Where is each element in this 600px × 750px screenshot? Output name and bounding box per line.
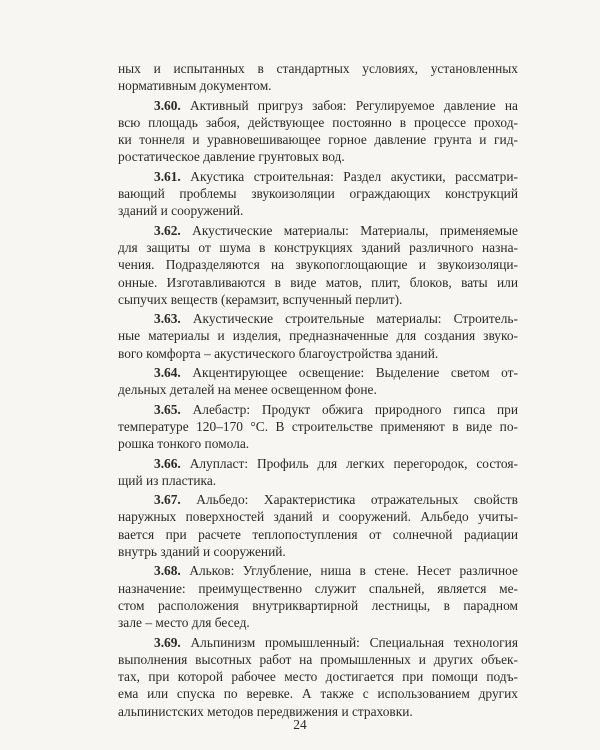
- text-line: ки тоннеля и уравновешивающее горное давление грунта и гид-: [118, 132, 518, 148]
- text-line: щий из пластика.: [118, 472, 217, 488]
- glossary-entry-3-60: [118, 97, 518, 166]
- glossary-entry-3-66: [118, 455, 518, 490]
- continuation-paragraph: [118, 60, 518, 95]
- entry-first-line: [118, 562, 518, 579]
- text-line: чения. Подразделяются на звукопоглощающие и звукоизоляци-: [118, 257, 518, 273]
- text-line: альпинистских методов передвижения и страховки.: [118, 703, 413, 719]
- text-line: Алупласт: Профиль для легких перегородок, состоя-: [189, 455, 518, 471]
- text-line: дельных деталей на менее освещенном фоне.: [118, 382, 377, 398]
- text-line: нормативным документом.: [118, 78, 272, 94]
- entry-number: 3.67.: [154, 492, 181, 508]
- text-line: всю площадь забоя, действующее постоянно в процессе проход-: [118, 114, 518, 130]
- glossary-entry-3-62: [118, 222, 518, 308]
- text-line: сыпучих веществ (керамзит, вспученный перлит).: [118, 291, 403, 307]
- entry-first-line: [118, 634, 518, 651]
- entry-number: 3.61.: [154, 168, 181, 184]
- text-line: онные. Изготавливаются в виде матов, плит, блоков, ваты или: [118, 274, 518, 290]
- glossary-entry-3-67: [118, 491, 518, 560]
- text-line: вается при расчете теплопоступления от солнечной радиации: [118, 526, 518, 542]
- text-line: Акцентирующее освещение: Выделение светом от-: [192, 365, 518, 381]
- text-line: зале – место для бесед.: [118, 615, 250, 631]
- text-line: ные материалы и изделия, предназначенные для создания звуко-: [118, 328, 518, 344]
- text-line: наружных поверхностей зданий и сооружений. Альбедо учиты-: [118, 509, 518, 525]
- page-number: 24: [293, 717, 307, 732]
- glossary-entry-3-63: [118, 310, 518, 362]
- text-line: выполнения высотных работ на промышленных и других объек-: [118, 651, 518, 667]
- entry-number: 3.65.: [154, 401, 181, 417]
- entry-first-line: [118, 168, 518, 185]
- glossary-entry-3-65: [118, 401, 518, 453]
- text-line: температуре 120–170 °С. В строительстве применяют в виде по-: [118, 418, 518, 434]
- entry-number: 3.64.: [154, 365, 181, 381]
- entry-first-line: [118, 222, 518, 239]
- entry-number: 3.66.: [154, 455, 181, 471]
- text-line: для защиты от шума в конструкциях зданий различного назна-: [118, 239, 518, 255]
- entry-number: 3.69.: [154, 634, 181, 650]
- text-line: Алебастр: Продукт обжига природного гипса при: [192, 401, 518, 417]
- text-line: Альков: Углубление, ниша в стене. Несет различное: [189, 563, 518, 579]
- text-line: ростатическое давление грунтовых вод.: [118, 149, 345, 165]
- text-line: Акустика строительная: Раздел акустики, рассматри-: [190, 168, 518, 184]
- text-line: ема или спуска по веревке. А также с использованием других: [118, 686, 518, 702]
- text-line: тах, при которой рабочее место достигается при помощи подъ-: [118, 669, 518, 685]
- entry-number: 3.63.: [154, 311, 181, 327]
- text-line: Активный пригруз забоя: Регулируемое давление на: [190, 97, 518, 113]
- text-line: назначение: преимущественно служит спальней, является ме-: [118, 580, 518, 596]
- text-line: рошка тонкого помола.: [118, 436, 250, 452]
- glossary-entry-3-61: [118, 168, 518, 220]
- glossary-entry-3-68: [118, 562, 518, 631]
- entry-number: 3.62.: [154, 222, 181, 238]
- text-line: Акустические материалы: Материалы, применяемые: [192, 222, 518, 238]
- text-line: Альпинизм промышленный: Специальная технология: [190, 634, 518, 650]
- text-line: вающий проблемы звукоизоляции ограждающих конструкций: [118, 186, 518, 202]
- text-line: Альбедо: Характеристика отражательных свойств: [196, 492, 518, 508]
- text-line: вого комфорта – акустического благоустройства зданий.: [118, 345, 439, 361]
- glossary-entry-3-69: [118, 634, 518, 720]
- entry-first-line: [118, 364, 518, 381]
- text-line: внутрь зданий и сооружений.: [118, 544, 286, 560]
- entry-number: 3.68.: [154, 563, 181, 579]
- text-line: ных и испытанных в стандартных условиях, установленных: [118, 61, 518, 76]
- text-line: Акустические строительные материалы: Строитель-: [192, 311, 518, 327]
- entry-first-line: [118, 491, 518, 508]
- entry-number: 3.60.: [154, 97, 181, 113]
- glossary-entry-3-64: [118, 364, 518, 399]
- entry-first-line: [118, 401, 518, 418]
- entry-first-line: [118, 97, 518, 114]
- page-body: [118, 60, 518, 720]
- entry-first-line: [118, 455, 518, 472]
- text-line: зданий и сооружений.: [118, 203, 244, 219]
- text-line: стом расположения внутриквартирной лестницы, в парадном: [118, 597, 518, 613]
- entry-first-line: [118, 310, 518, 327]
